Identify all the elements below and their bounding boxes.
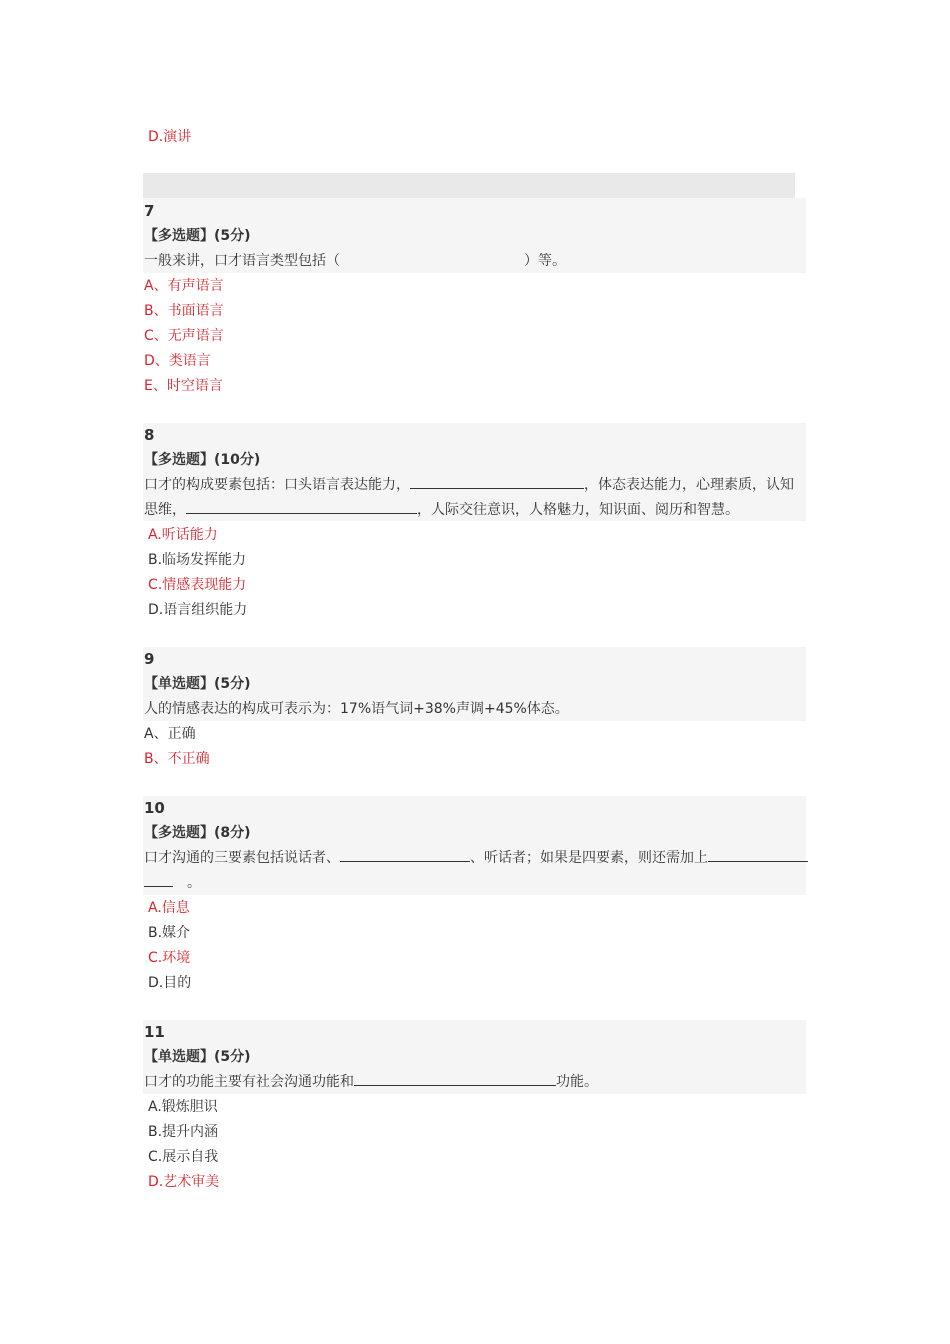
question-text-line-2 — [144, 498, 739, 523]
question-type: 【单选题】(5分) — [144, 676, 251, 692]
question-text: 人的情感表达的构成可表示为：17%语气词+38%声调+45%体态。 — [144, 701, 569, 717]
question-text-part: 、听话者；如果是四要素，则还需加上 — [470, 850, 708, 866]
answer-blank — [354, 1071, 556, 1086]
option-c[interactable]: C.环境 — [148, 950, 191, 966]
option-b[interactable]: B.提升内涵 — [148, 1124, 219, 1140]
option-d[interactable]: D、类语言 — [144, 353, 211, 369]
option-c[interactable]: C.展示自我 — [148, 1149, 219, 1165]
option-b[interactable]: B、不正确 — [144, 751, 210, 767]
question-number: 11 — [144, 1023, 165, 1041]
question-type: 【多选题】(10分) — [144, 452, 261, 468]
option-d[interactable]: D.艺术审美 — [148, 1174, 220, 1190]
option-a[interactable]: A.信息 — [148, 900, 190, 916]
question-text-part: 口才的构成要素包括：口头语言表达能力， — [144, 477, 410, 493]
option-b[interactable]: B.媒介 — [148, 925, 191, 941]
question-number: 8 — [144, 426, 155, 444]
question-text-part: ）等。 — [524, 253, 566, 269]
answer-blank — [708, 847, 808, 862]
answer-blank — [144, 872, 173, 887]
option-a[interactable]: A、正确 — [144, 726, 196, 742]
question-type: 【单选题】(5分) — [144, 1049, 251, 1065]
question-divider — [143, 173, 795, 198]
option-c[interactable]: C、无声语言 — [144, 328, 224, 344]
option-d-prev[interactable]: D.演讲 — [148, 129, 192, 145]
option-d[interactable]: D.目的 — [148, 975, 192, 991]
question-text-part: ，人际交往意识，人格魅力，知识面、阅历和智慧。 — [417, 502, 739, 518]
question-number: 10 — [144, 799, 165, 817]
question-text-line-1 — [144, 473, 794, 498]
question-text-part: ，体态表达能力，心理素质，认知 — [584, 477, 794, 493]
question-number: 9 — [144, 650, 155, 668]
option-a[interactable]: A、有声语言 — [144, 278, 224, 294]
question-text-part: 一般来讲，口才语言类型包括（ — [144, 253, 340, 269]
question-text-part: 功能。 — [556, 1074, 598, 1090]
option-e[interactable]: E、时空语言 — [144, 378, 223, 394]
question-type: 【多选题】(8分) — [144, 825, 251, 841]
option-a[interactable]: A.锻炼胆识 — [148, 1099, 218, 1115]
question-text — [144, 249, 566, 274]
question-text-part: 思维， — [144, 502, 186, 518]
question-number: 7 — [144, 202, 155, 220]
question-text-part: 口才的功能主要有社会沟通功能和 — [144, 1074, 354, 1090]
option-c[interactable]: C.情感表现能力 — [148, 577, 247, 593]
option-d[interactable]: D.语言组织能力 — [148, 602, 248, 618]
answer-blank — [340, 847, 470, 862]
question-text-part: 口才沟通的三要素包括说话者、 — [144, 850, 340, 866]
question-text-part: 。 — [187, 875, 201, 891]
option-b[interactable]: B、书面语言 — [144, 303, 224, 319]
answer-blank — [410, 474, 584, 489]
answer-blank — [186, 499, 417, 514]
question-text — [144, 1070, 598, 1095]
question-text-line-1 — [144, 846, 808, 871]
question-text-line-2 — [144, 871, 201, 896]
option-a[interactable]: A.听话能力 — [148, 527, 218, 543]
question-type: 【多选题】(5分) — [144, 228, 251, 244]
option-b[interactable]: B.临场发挥能力 — [148, 552, 247, 568]
